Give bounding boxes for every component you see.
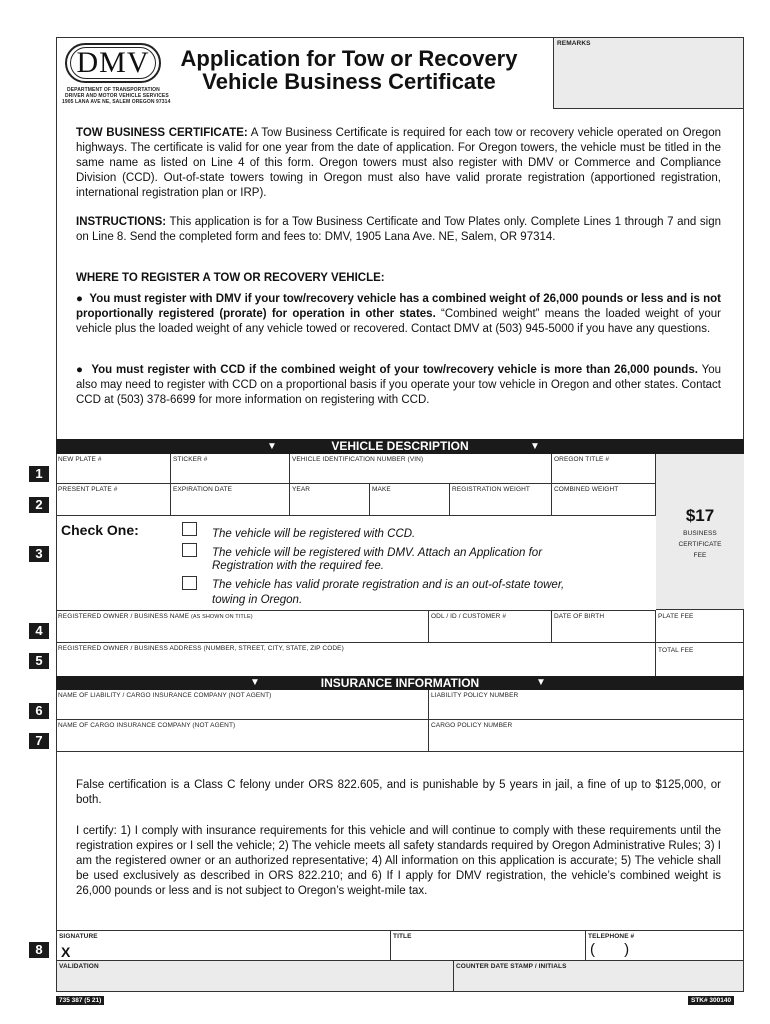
liability-company-label: NAME OF LIABILITY / CARGO INSURANCE COMPANY (NOT AGENT) [58, 692, 272, 699]
cargo-company-label: NAME OF CARGO INSURANCE COMPANY (NOT AGENT) [58, 722, 236, 729]
telephone-label: TELEPHONE # [588, 933, 635, 940]
dmv-logo-text: DMV [76, 46, 150, 79]
fee-label-3: FEE [693, 552, 707, 559]
total-fee-label: TOTAL FEE [658, 647, 694, 654]
owner-name-label: REGISTERED OWNER / BUSINESS NAME [58, 613, 190, 620]
combined-weight-field[interactable] [552, 484, 656, 516]
signature-label: SIGNATURE [59, 933, 98, 940]
make-label: MAKE [372, 486, 391, 493]
year-label: YEAR [292, 486, 311, 493]
bullet-ccd [76, 363, 721, 408]
owner-name-note: (AS SHOWN ON TITLE) [190, 614, 253, 620]
dmv-logo-inner [70, 47, 156, 79]
tow-certificate-paragraph [76, 126, 721, 201]
odl-field[interactable] [429, 611, 552, 643]
title-line2: Vehicle Business Certificate [202, 69, 496, 94]
registration-weight-label: REGISTRATION WEIGHT [452, 486, 530, 493]
liability-policy-field[interactable] [429, 690, 744, 720]
liability-company-field[interactable] [56, 690, 429, 720]
sticker-label: STICKER # [173, 456, 208, 463]
stock-number: STK# 300140 [688, 996, 734, 1005]
bullet1-text: “Combined weight” means the loaded weight of your vehicle plus the loaded weight of any vehicle towed or recovered. Contact DMV at (503) 945-5000 if you have any questions. [76, 308, 722, 335]
telephone-field[interactable] [585, 930, 744, 961]
logo-sub2: DRIVER AND MOTOR VEHICLE SERVICES [65, 93, 169, 99]
option-prorate-line2: towing in Oregon. [212, 594, 303, 606]
bullet2-bold: You must register with CCD if the combined weight of your tow/recovery vehicle is more than 26,000 pounds. [91, 364, 698, 376]
bullet2-text: You also may need to register with CCD on a proportional basis if you operate your tow vehicle in Oregon and other states. Contact CCD at (503) 378-6699 for more information on registering with CCD. [76, 364, 721, 406]
phone-parens: ( ) [590, 941, 630, 958]
chevron-down-icon: ▼ [536, 677, 546, 688]
instructions-paragraph [76, 215, 721, 245]
insurance-bar-title: INSURANCE INFORMATION [320, 676, 480, 690]
cargo-policy-label: CARGO POLICY NUMBER [431, 722, 513, 729]
new-plate-field[interactable] [56, 454, 171, 484]
logo-sub3: 1905 LANA AVE NE, SALEM OREGON 97314 [62, 99, 171, 105]
plate-fee-field[interactable] [656, 611, 744, 643]
year-field[interactable] [290, 484, 370, 516]
page-title [169, 47, 529, 93]
title-number-field[interactable] [552, 454, 656, 484]
vin-field[interactable] [290, 454, 552, 484]
certificate-fee-box [656, 454, 744, 610]
line-number-8: 8 [29, 942, 49, 958]
title-number-label: OREGON TITLE # [554, 456, 610, 463]
line-number-1: 1 [29, 466, 49, 482]
signature-field[interactable] [56, 930, 390, 961]
where-heading: WHERE TO REGISTER A TOW OR RECOVERY VEHICLE: [76, 272, 385, 284]
remarks-box[interactable] [553, 37, 744, 109]
odl-label: ODL / ID / CUSTOMER # [431, 613, 507, 620]
address-label: REGISTERED OWNER / BUSINESS ADDRESS (NUMBER, STREET, CITY, STATE, ZIP CODE) [58, 645, 344, 652]
fee-label-2: CERTIFICATE [678, 541, 722, 548]
owner-name-field[interactable] [56, 611, 429, 643]
bullet-icon: ● [76, 364, 84, 376]
dob-field[interactable] [552, 611, 656, 643]
line-number-5: 5 [29, 653, 49, 669]
total-fee-field[interactable] [656, 643, 744, 676]
address-field[interactable] [56, 643, 656, 676]
dmv-checkbox[interactable] [182, 543, 197, 557]
cargo-company-field[interactable] [56, 720, 429, 752]
option-ccd: The vehicle will be registered with CCD. [212, 528, 416, 540]
remarks-label: REMARKS [557, 40, 591, 47]
title-field[interactable] [390, 930, 585, 961]
bullet-dmv [76, 292, 721, 337]
vehicle-bar-title: VEHICLE DESCRIPTION [331, 439, 469, 453]
make-field[interactable] [370, 484, 450, 516]
expiration-label: EXPIRATION DATE [173, 486, 233, 493]
bullet1-bold: You must register with DMV if your tow/recovery vehicle has a combined weight of 26,000 pounds or less and is not proportionally registered (prorate) for operation in other states. [76, 293, 721, 320]
line-number-3: 3 [29, 546, 49, 562]
header [56, 37, 554, 109]
line-number-7: 7 [29, 733, 49, 749]
option-dmv-line1: The vehicle will be registered with DMV. Attach an Application for [212, 547, 543, 559]
instructions-text: This application is for a Tow Business Certificate and Tow Plates only. Complete Lines 1 through 7 and sign on Line 8. Send the completed form and fees to: DMV, 1905 Lana Ave. NE, Salem, OR 97314. [76, 216, 721, 243]
vin-label: VEHICLE IDENTIFICATION NUMBER (VIN) [292, 456, 424, 463]
form-number: 735 387 (5 21) [56, 996, 104, 1005]
fee-label-1: BUSINESS [683, 530, 717, 537]
instructions-heading: INSTRUCTIONS: [76, 216, 167, 228]
prorate-checkbox[interactable] [182, 576, 197, 590]
dmv-logo [65, 43, 161, 83]
counter-stamp-label: COUNTER DATE STAMP / INITIALS [456, 963, 567, 970]
sticker-field[interactable] [171, 454, 290, 484]
combined-weight-label: COMBINED WEIGHT [554, 486, 619, 493]
cargo-policy-field[interactable] [429, 720, 744, 752]
insurance-information-bar [56, 676, 744, 690]
tow-heading: TOW BUSINESS CERTIFICATE: [76, 127, 248, 139]
counter-stamp-box [453, 961, 744, 992]
title-line1: Application for Tow or Recovery [180, 46, 518, 71]
present-plate-label: PRESENT PLATE # [58, 486, 118, 493]
line-number-4: 4 [29, 623, 49, 639]
fee-amount: $17 [685, 506, 715, 525]
ccd-checkbox[interactable] [182, 522, 197, 536]
new-plate-label: NEW PLATE # [58, 456, 102, 463]
title-label: TITLE [393, 933, 412, 940]
check-one-label: Check One: [61, 522, 139, 538]
validation-label: VALIDATION [59, 963, 99, 970]
logo-sub1: DEPARTMENT OF TRANSPORTATION [67, 87, 160, 93]
vehicle-description-bar [56, 439, 744, 454]
false-certification-text: False certification is a Class C felony under ORS 822.605, and is punishable by 5 years in jail, a fine of up to $125,000, or both. [76, 779, 721, 806]
option-dmv-line2: Registration with the required fee. [212, 560, 384, 572]
chevron-down-icon: ▼ [530, 441, 540, 452]
certify-text: I certify: 1) I comply with insurance requirements for this vehicle and will continue to comply with these requirements until the registration expires or I sell the vehicle; 2) The vehicle meets all safety standards required by Oregon Administrative Rules; 3) I am the registered owner or an authorized representative; 4) All information on this application is accurate; 5) The vehicle shall be used exclusively as described in ORS 822.210; and 6) If I apply for DMV registration, the vehicle’s combined weight is 26,000 pounds or less and is not subject to Oregon’s weight-mile tax. [76, 825, 721, 897]
plate-fee-label: PLATE FEE [658, 613, 694, 620]
dob-label: DATE OF BIRTH [554, 613, 605, 620]
chevron-down-icon: ▼ [250, 677, 260, 688]
validation-box [56, 961, 453, 992]
signature-x-mark: X [61, 944, 71, 960]
chevron-down-icon: ▼ [267, 441, 277, 452]
line-number-2: 2 [29, 497, 49, 513]
option-prorate-line1: The vehicle has valid prorate registration and is an out-of-state tower, [212, 579, 565, 591]
line-number-6: 6 [29, 703, 49, 719]
registration-weight-field[interactable] [450, 484, 552, 516]
present-plate-field[interactable] [56, 484, 171, 516]
bullet-icon: ● [76, 293, 83, 305]
liability-policy-label: LIABILITY POLICY NUMBER [431, 692, 519, 699]
tow-text: A Tow Business Certificate is required for each tow or recovery vehicle operated on Oregon highways. The certificate is valid for one year from the date of application. For Oregon towers, the vehicle must be titled in the same name as listed on Line 4 of this form. Oregon towers must also register with DMV or Commerce and Compliance Division (CCD). Out-of-state towers towing in Oregon must also have valid prorate registration (apportioned registration, international registration plan or IRP). [76, 127, 721, 199]
expiration-field[interactable] [171, 484, 290, 516]
owner-name-label-wrap [58, 613, 428, 620]
